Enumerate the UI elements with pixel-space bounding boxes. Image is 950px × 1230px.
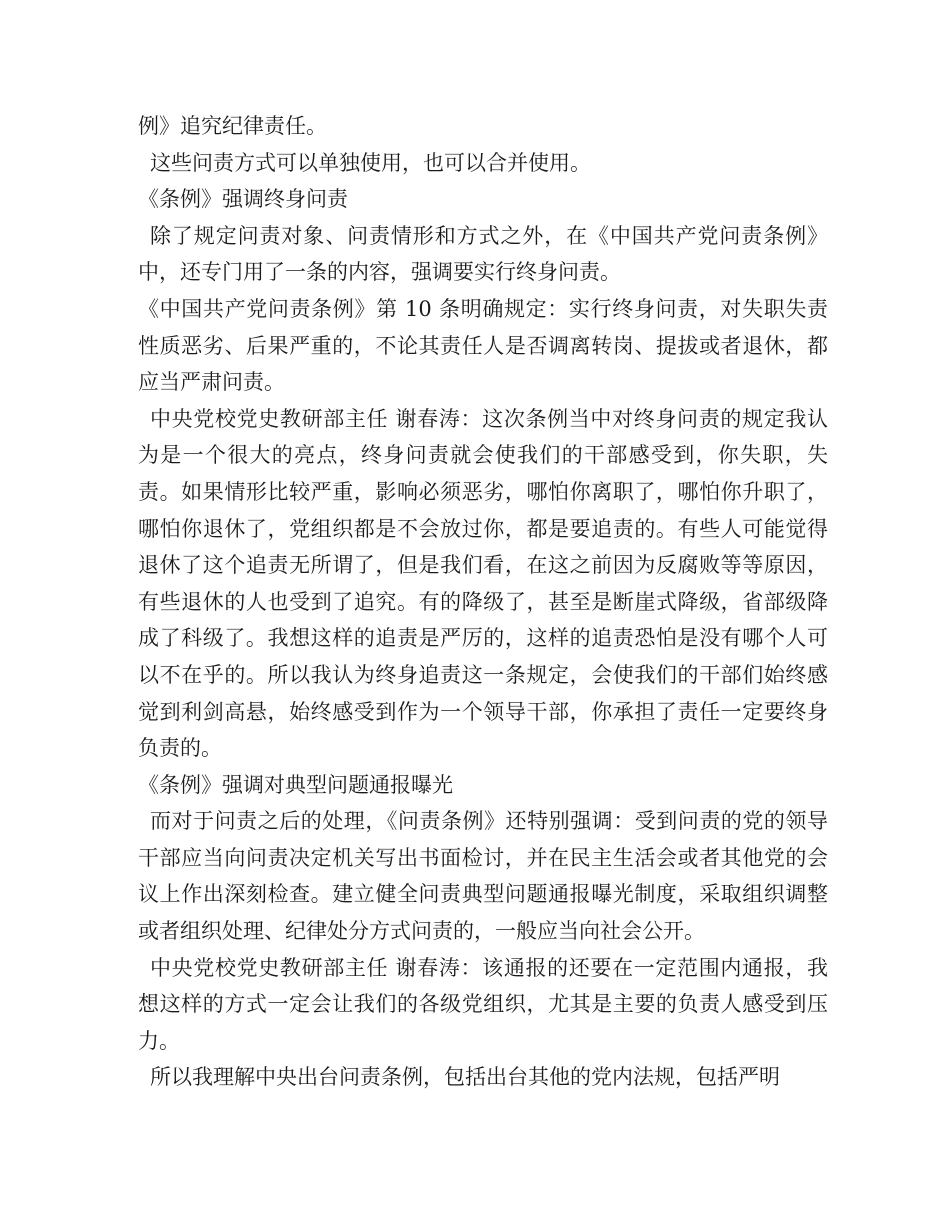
- paragraph: 除了规定问责对象、问责情形和方式之外，在《中国共产党问责条例》中，还专门用了一条的内容，强调要实行终身问责。: [138, 223, 828, 285]
- document-body: [138, 108, 828, 1096]
- quote-paragraph: 中央党校党史教研部主任 谢春涛：这次条例当中对终身问责的规定我认为是一个很大的亮点，终身问责就会使我们的干部感受到，你失职，失责。如果情形比较严重，影响必须恶劣，哪怕你离职了，哪怕你升职了，哪怕你退休了，党组织都是不会放过你，都是要追责的。有些人可能觉得退休了这个追责无所谓了，但是我们看，在这之前因为反腐败等等原因，有些退休的人也受到了追究。有的降级了，甚至是断崖式降级，省部级降成了科级了。我想这样的追责是严厉的，这样的追责恐怕是没有哪个人可以不在乎的。所以我认为终身追责这一条规定，会使我们的干部们始终感觉到利剑高悬，始终感受到作为一个领导干部，你承担了责任一定要终身负责的。: [138, 406, 828, 761]
- paragraph-continuation: 例》追究纪律责任。: [138, 114, 327, 138]
- paragraph: 而对于问责之后的处理，《问责条例》还特别强调：受到问责的党的领导干部应当向问责决定机关写出书面检讨，并在民主生活会或者其他党的会议上作出深刻检查。建立健全问责典型问题通报曝光制度，采取组织调整或者组织处理、纪律处分方式问责的，一般应当向社会公开。: [138, 809, 828, 944]
- paragraph: 这些问责方式可以单独使用，也可以合并使用。: [150, 150, 591, 175]
- paragraph: 《中国共产党问责条例》第 10 条明确规定：实行终身问责，对失职失责性质恶劣、后果严重的，不论其责任人是否调离转岗、提拔或者退休，都应当严肃问责。: [138, 296, 828, 395]
- quote-paragraph: 中央党校党史教研部主任 谢春涛：该通报的还要在一定范围内通报，我想这样的方式一定会让我们的各级党组织，尤其是主要的负责人感受到压力。: [138, 955, 828, 1053]
- section-heading: 《条例》强调终身问责: [138, 187, 348, 212]
- section-heading: 《条例》强调对典型问题通报曝光: [138, 772, 453, 797]
- paragraph: 所以我理解中央出台问责条例，包括出台其他的党内法规，包括严明: [150, 1065, 780, 1090]
